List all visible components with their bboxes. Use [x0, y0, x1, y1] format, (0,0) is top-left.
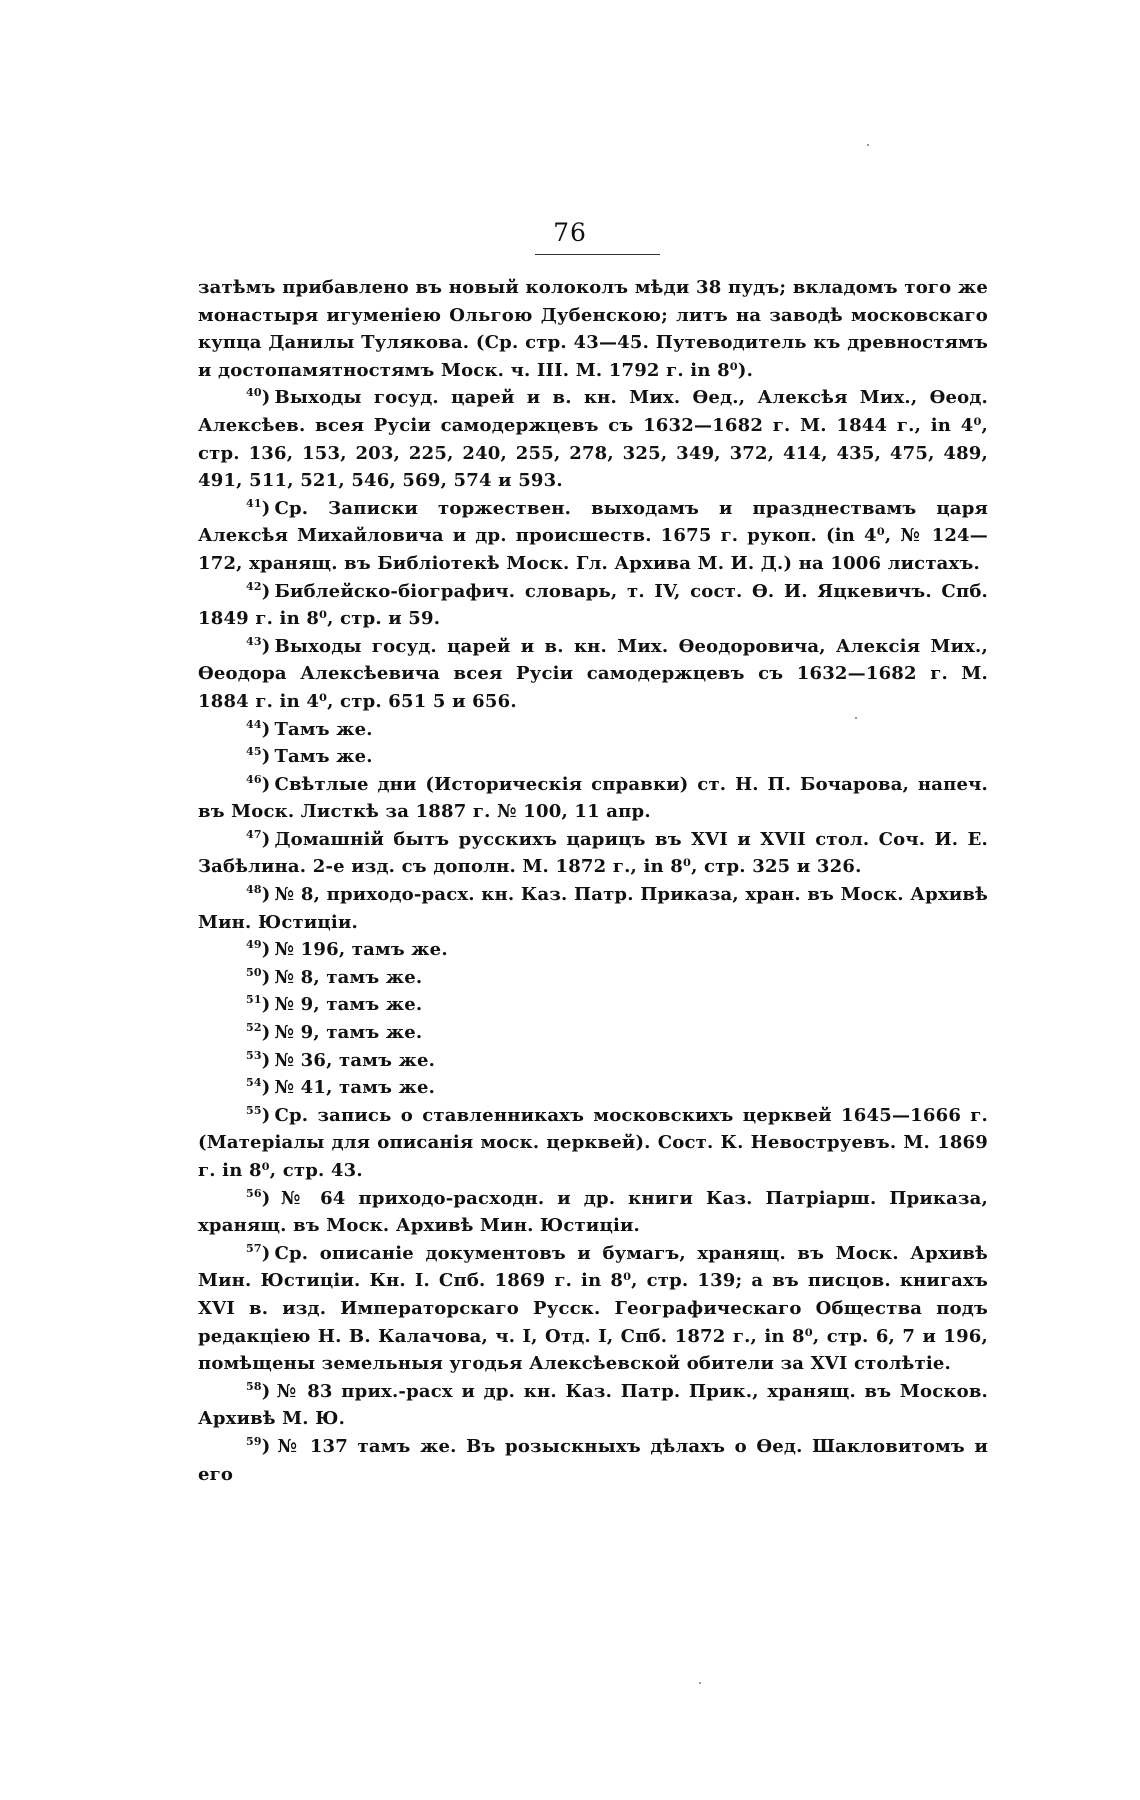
footnote-text: № 83 прих.-расх и др. кн. Каз. Патр. Прик., хранящ. въ Москов. Архивѣ М. Ю.	[198, 1380, 988, 1430]
footnote	[198, 936, 988, 964]
footnote-list	[198, 384, 988, 1488]
footnote	[198, 964, 988, 992]
footnote	[198, 716, 988, 744]
footnote-text: Ср. описаніе документовъ и бумагъ, хранящ. въ Моск. Архивѣ Мин. Юстиціи. Кн. I. Спб. 1869 г. in 8⁰, стр. 139; а въ писцов. книгахъ XVI в. изд. Императорскаго Русск. Географическаго Общества подъ редакціею Н. В. Калачова, ч. I, Отд. I, Спб. 1872 г., in 8⁰, стр. 6, 7 и 196, помѣщены земельныя угодья Алексѣевской обители за XVI столѣтіе.	[198, 1242, 988, 1375]
footnote	[198, 1047, 988, 1075]
footnote-number: 56	[246, 1186, 262, 1200]
footnote	[198, 881, 988, 936]
footnote-text: Ср. Записки торжествен. выходамъ и празднествамъ царя Алексѣя Михайловича и др. происшеств. 1675 г. рукоп. (in 4⁰, № 124—172, хранящ. въ Библіотекѣ Моск. Гл. Архива М. И. Д.) на 1006 листахъ.	[198, 497, 988, 574]
footnote-text: Выходы госуд. царей и в. кн. Мих. Ѳед., Алексѣя Мих., Ѳеод. Алексѣев. всея Русіи самодержцевъ съ 1632—1682 г. М. 1844 г., in 4⁰, стр. 136, 153, 203, 225, 240, 255, 278, 325, 349, 372, 414, 435, 475, 489, 491, 511, 521, 546, 569, 574 и 593.	[198, 387, 988, 492]
footnote-number: 45	[246, 745, 262, 759]
footnote-number: 51	[246, 993, 262, 1007]
footnotes-block	[198, 274, 988, 1488]
footnote-text: № 9, тамъ же.	[274, 994, 423, 1016]
footnote-number: 58	[246, 1379, 262, 1393]
footnote-text: № 196, тамъ же.	[274, 939, 448, 961]
footnote-number: 54	[246, 1076, 262, 1090]
footnote-text: Ср. запись о ставленникахъ московскихъ церквей 1645—1666 г. (Матеріалы для описанія моск. церквей). Сост. К. Невоструевъ. М. 1869 г. in 8⁰, стр. 43.	[198, 1104, 988, 1181]
footnote-text: № 137 тамъ же. Въ розыскныхъ дѣлахъ о Ѳед. Шакловитомъ и его	[198, 1435, 988, 1485]
footnote-number: 50	[246, 965, 262, 979]
footnote	[198, 633, 988, 716]
footnote-number: 40	[246, 386, 262, 400]
footnote-number: 41	[246, 496, 262, 510]
footnote-text: № 36, тамъ же.	[274, 1049, 436, 1071]
footnote-number: 57	[246, 1241, 262, 1255]
footnote-text: № 41, тамъ же.	[274, 1077, 436, 1099]
footnote	[198, 743, 988, 771]
footnote	[198, 1019, 988, 1047]
footnote-number: 59	[246, 1434, 262, 1448]
footnote	[198, 991, 988, 1019]
footnote	[198, 1102, 988, 1185]
footnote-text: Библейско-біографич. словарь, т. IV, сост. Ѳ. И. Яцкевичъ. Спб. 1849 г. in 8⁰, стр. и 59.	[198, 580, 988, 630]
scan-speck	[855, 717, 857, 719]
footnote-text: № 64 приходо-расходн. и др. книги Каз. Патріарш. Приказа, хранящ. въ Моск. Архивѣ Мин. Юстиціи.	[198, 1187, 988, 1237]
footnote	[198, 771, 988, 826]
footnote	[198, 1074, 988, 1102]
footnote-text: Тамъ же.	[274, 746, 373, 768]
footnote	[198, 1240, 988, 1378]
continuation-paragraph: затѣмъ прибавлено въ новый колоколъ мѣди 38 пудъ; вкладомъ того же монастыря игуменіею Ольгою Дубенскою; литъ на заводѣ московскаго купца Данилы Тулякова. (Ср. стр. 43—45. Путеводитель къ древностямъ и достопамятностямъ Моск. ч. III. М. 1792 г. in 8⁰).	[198, 277, 988, 381]
footnote-text: Выходы госуд. царей и в. кн. Мих. Ѳеодоровича, Алексія Мих., Ѳеодора Алексѣевича всея Русіи самодержцевъ съ 1632—1682 г. М. 1884 г. in 4⁰, стр. 651 5 и 656.	[198, 635, 988, 712]
footnote	[198, 1378, 988, 1433]
page-number: 76	[553, 218, 587, 247]
footnote	[198, 495, 988, 578]
footnote	[198, 384, 988, 494]
footnote-number: 47	[246, 827, 262, 841]
footnote-number: 55	[246, 1103, 262, 1117]
footnote-text: Домашній бытъ русскихъ царицъ въ XVI и XVII стол. Соч. И. Е. Забѣлина. 2-е изд. съ дополн. М. 1872 г., in 8⁰, стр. 325 и 326.	[198, 828, 988, 878]
footnote-number: 49	[246, 938, 262, 952]
footnote-number: 48	[246, 883, 262, 897]
footnote	[198, 1185, 988, 1240]
footnote-text: Тамъ же.	[274, 718, 373, 740]
footnote	[198, 578, 988, 633]
footnote-text: № 8, тамъ же.	[274, 966, 423, 988]
footnote-text: № 8, приходо-расх. кн. Каз. Патр. Приказа, хран. въ Моск. Архивѣ Мин. Юстиціи.	[198, 884, 988, 933]
footnote-number: 42	[246, 579, 262, 593]
page-number-rule	[535, 254, 660, 255]
footnote	[198, 826, 988, 881]
footnote-number: 43	[246, 634, 262, 648]
footnote-number: 53	[246, 1048, 262, 1062]
footnote-number: 52	[246, 1021, 262, 1035]
footnote	[198, 1433, 988, 1488]
footnote-number: 44	[246, 717, 262, 731]
footnote-number: 46	[246, 772, 262, 786]
scan-speck	[699, 1682, 701, 1684]
scan-speck	[867, 144, 869, 146]
footnote-text: Свѣтлые дни (Историческія справки) ст. Н. П. Бочарова, напеч. въ Моск. Листкѣ за 1887 г. № 100, 11 апр.	[198, 773, 988, 823]
footnote-text: № 9, тамъ же.	[274, 1022, 423, 1044]
